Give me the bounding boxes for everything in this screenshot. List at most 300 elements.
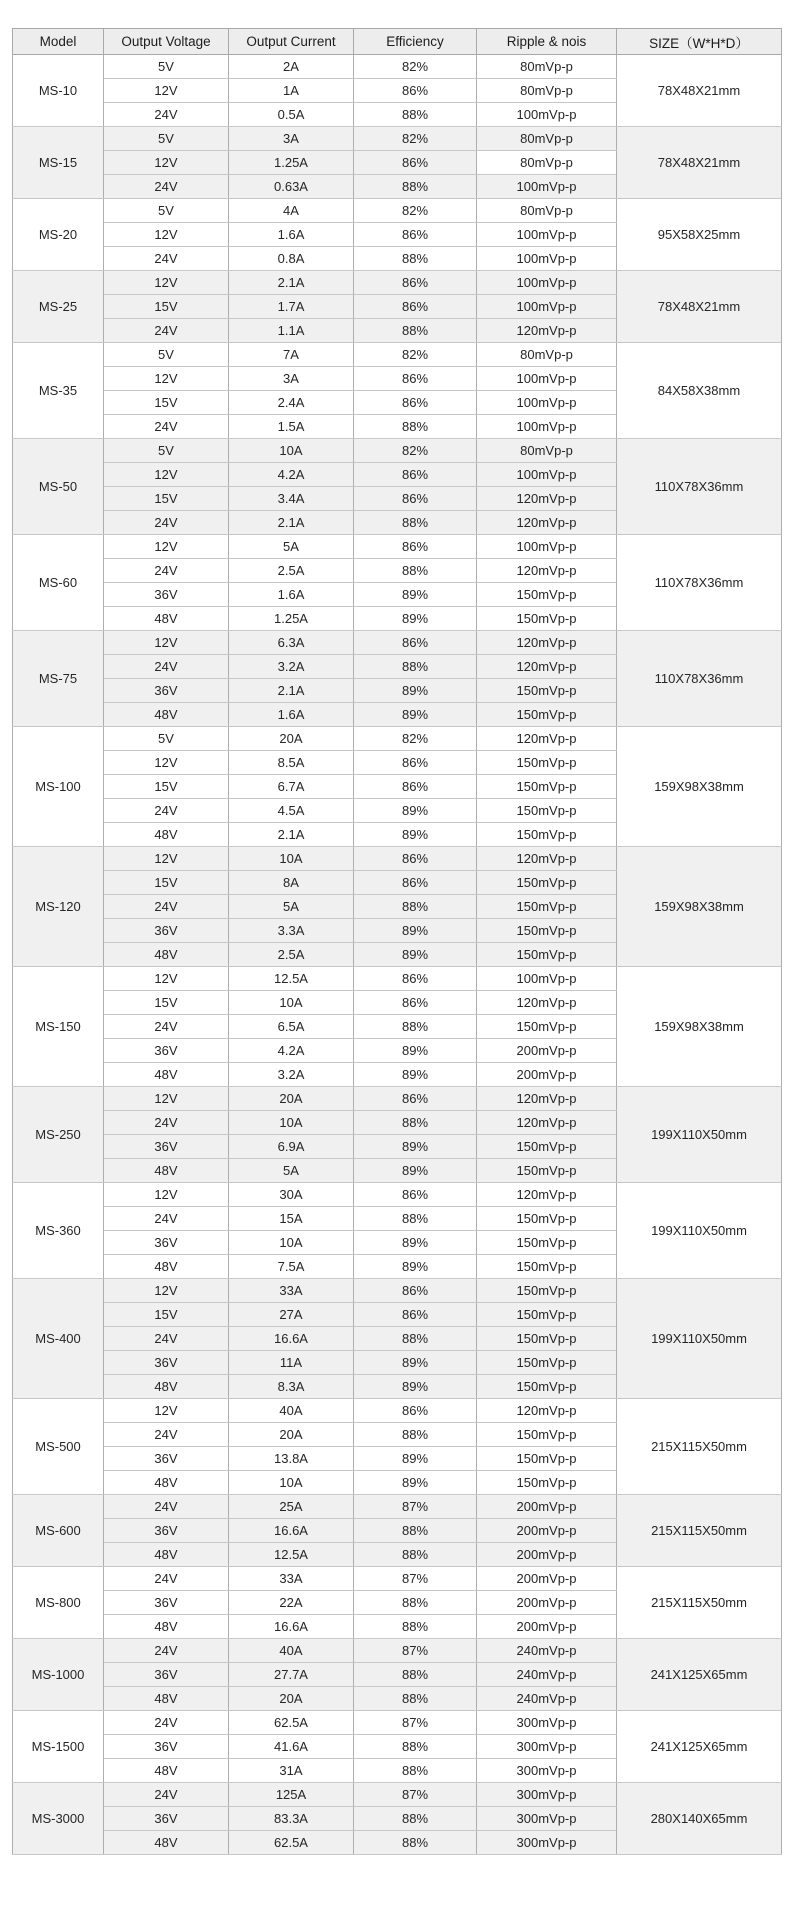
efficiency-cell: 86% [354, 631, 477, 655]
efficiency-cell: 86% [354, 271, 477, 295]
efficiency-cell: 88% [354, 1807, 477, 1831]
model-cell: MS-500 [13, 1399, 104, 1495]
ripple-cell: 120mVp-p [477, 319, 617, 343]
table-row [13, 439, 782, 463]
model-cell: MS-600 [13, 1495, 104, 1567]
current-cell: 1.25A [229, 607, 354, 631]
ripple-cell: 120mVp-p [477, 559, 617, 583]
voltage-cell: 5V [104, 55, 229, 79]
efficiency-cell: 86% [354, 1399, 477, 1423]
current-cell: 62.5A [229, 1711, 354, 1735]
efficiency-cell: 89% [354, 607, 477, 631]
voltage-cell: 15V [104, 391, 229, 415]
current-cell: 6.7A [229, 775, 354, 799]
voltage-cell: 12V [104, 1183, 229, 1207]
voltage-cell: 24V [104, 175, 229, 199]
current-cell: 30A [229, 1183, 354, 1207]
ripple-cell: 100mVp-p [477, 367, 617, 391]
efficiency-cell: 86% [354, 967, 477, 991]
header-row [13, 29, 782, 55]
efficiency-cell: 82% [354, 727, 477, 751]
current-cell: 8.3A [229, 1375, 354, 1399]
current-cell: 33A [229, 1279, 354, 1303]
model-cell: MS-35 [13, 343, 104, 439]
ripple-cell: 240mVp-p [477, 1663, 617, 1687]
size-cell: 78X48X21mm [617, 127, 782, 199]
current-cell: 16.6A [229, 1615, 354, 1639]
ripple-cell: 150mVp-p [477, 871, 617, 895]
voltage-cell: 12V [104, 535, 229, 559]
ripple-cell: 300mVp-p [477, 1711, 617, 1735]
voltage-cell: 36V [104, 1807, 229, 1831]
efficiency-cell: 89% [354, 1447, 477, 1471]
model-cell: MS-1000 [13, 1639, 104, 1711]
current-cell: 2.1A [229, 823, 354, 847]
ripple-cell: 150mVp-p [477, 895, 617, 919]
efficiency-cell: 86% [354, 367, 477, 391]
efficiency-cell: 89% [354, 1231, 477, 1255]
efficiency-cell: 86% [354, 751, 477, 775]
voltage-cell: 36V [104, 1039, 229, 1063]
size-cell: 215X115X50mm [617, 1567, 782, 1639]
table-row [13, 1399, 782, 1423]
current-cell: 20A [229, 727, 354, 751]
size-cell: 241X125X65mm [617, 1639, 782, 1711]
ripple-cell: 150mVp-p [477, 943, 617, 967]
table-row [13, 1639, 782, 1663]
current-cell: 8A [229, 871, 354, 895]
size-cell: 159X98X38mm [617, 967, 782, 1087]
ripple-cell: 150mVp-p [477, 1279, 617, 1303]
ripple-cell: 100mVp-p [477, 463, 617, 487]
current-cell: 2.5A [229, 559, 354, 583]
model-cell: MS-20 [13, 199, 104, 271]
efficiency-cell: 88% [354, 103, 477, 127]
voltage-cell: 5V [104, 439, 229, 463]
current-cell: 1.1A [229, 319, 354, 343]
voltage-cell: 12V [104, 847, 229, 871]
efficiency-cell: 89% [354, 919, 477, 943]
ripple-cell: 120mVp-p [477, 1087, 617, 1111]
ripple-cell: 300mVp-p [477, 1759, 617, 1783]
current-cell: 16.6A [229, 1519, 354, 1543]
model-cell: MS-1500 [13, 1711, 104, 1783]
table-row [13, 727, 782, 751]
table-row [13, 535, 782, 559]
voltage-cell: 24V [104, 1567, 229, 1591]
efficiency-cell: 82% [354, 343, 477, 367]
voltage-cell: 48V [104, 703, 229, 727]
efficiency-cell: 89% [354, 1159, 477, 1183]
size-cell: 199X110X50mm [617, 1183, 782, 1279]
ripple-cell: 150mVp-p [477, 1375, 617, 1399]
voltage-cell: 48V [104, 1471, 229, 1495]
model-cell: MS-25 [13, 271, 104, 343]
ripple-cell: 120mVp-p [477, 511, 617, 535]
ripple-cell: 150mVp-p [477, 919, 617, 943]
current-cell: 10A [229, 991, 354, 1015]
efficiency-cell: 88% [354, 247, 477, 271]
efficiency-cell: 89% [354, 1375, 477, 1399]
current-cell: 3.4A [229, 487, 354, 511]
voltage-cell: 12V [104, 463, 229, 487]
efficiency-cell: 88% [354, 1207, 477, 1231]
voltage-cell: 24V [104, 415, 229, 439]
size-cell: 215X115X50mm [617, 1399, 782, 1495]
table-row [13, 1711, 782, 1735]
ripple-cell: 150mVp-p [477, 703, 617, 727]
current-cell: 1.5A [229, 415, 354, 439]
ripple-cell: 240mVp-p [477, 1687, 617, 1711]
efficiency-cell: 88% [354, 1735, 477, 1759]
voltage-cell: 15V [104, 991, 229, 1015]
voltage-cell: 12V [104, 367, 229, 391]
column-header-output-current: Output Current [229, 29, 354, 55]
efficiency-cell: 88% [354, 1327, 477, 1351]
ripple-cell: 120mVp-p [477, 1399, 617, 1423]
voltage-cell: 5V [104, 343, 229, 367]
voltage-cell: 36V [104, 1519, 229, 1543]
efficiency-cell: 86% [354, 487, 477, 511]
column-header-efficiency: Efficiency [354, 29, 477, 55]
efficiency-cell: 89% [354, 1039, 477, 1063]
voltage-cell: 24V [104, 799, 229, 823]
ripple-cell: 150mVp-p [477, 1303, 617, 1327]
voltage-cell: 36V [104, 1135, 229, 1159]
ripple-cell: 150mVp-p [477, 799, 617, 823]
ripple-cell: 150mVp-p [477, 1231, 617, 1255]
ripple-cell: 100mVp-p [477, 535, 617, 559]
current-cell: 2.1A [229, 511, 354, 535]
efficiency-cell: 86% [354, 79, 477, 103]
table-row [13, 1183, 782, 1207]
ripple-cell: 80mVp-p [477, 199, 617, 223]
current-cell: 3.2A [229, 1063, 354, 1087]
column-header-model: Model [13, 29, 104, 55]
voltage-cell: 36V [104, 1735, 229, 1759]
ripple-cell: 150mVp-p [477, 1135, 617, 1159]
voltage-cell: 48V [104, 1615, 229, 1639]
efficiency-cell: 89% [354, 1351, 477, 1375]
ripple-cell: 100mVp-p [477, 247, 617, 271]
efficiency-cell: 86% [354, 775, 477, 799]
size-cell: 215X115X50mm [617, 1495, 782, 1567]
ripple-cell: 120mVp-p [477, 1111, 617, 1135]
ripple-cell: 300mVp-p [477, 1783, 617, 1807]
size-cell: 110X78X36mm [617, 535, 782, 631]
ripple-cell: 150mVp-p [477, 1207, 617, 1231]
table-row [13, 967, 782, 991]
current-cell: 5A [229, 535, 354, 559]
ripple-cell: 80mVp-p [477, 439, 617, 463]
size-cell: 84X58X38mm [617, 343, 782, 439]
voltage-cell: 15V [104, 487, 229, 511]
efficiency-cell: 88% [354, 1687, 477, 1711]
current-cell: 20A [229, 1087, 354, 1111]
model-cell: MS-15 [13, 127, 104, 199]
ripple-cell: 80mVp-p [477, 151, 617, 175]
size-cell: 199X110X50mm [617, 1087, 782, 1183]
efficiency-cell: 86% [354, 1087, 477, 1111]
current-cell: 2.1A [229, 271, 354, 295]
voltage-cell: 24V [104, 1327, 229, 1351]
voltage-cell: 48V [104, 823, 229, 847]
current-cell: 6.3A [229, 631, 354, 655]
current-cell: 10A [229, 1471, 354, 1495]
model-cell: MS-75 [13, 631, 104, 727]
model-cell: MS-150 [13, 967, 104, 1087]
voltage-cell: 24V [104, 895, 229, 919]
efficiency-cell: 88% [354, 1759, 477, 1783]
voltage-cell: 48V [104, 1375, 229, 1399]
current-cell: 83.3A [229, 1807, 354, 1831]
voltage-cell: 36V [104, 1351, 229, 1375]
current-cell: 20A [229, 1687, 354, 1711]
ripple-cell: 120mVp-p [477, 847, 617, 871]
current-cell: 25A [229, 1495, 354, 1519]
voltage-cell: 48V [104, 1159, 229, 1183]
current-cell: 0.8A [229, 247, 354, 271]
efficiency-cell: 86% [354, 991, 477, 1015]
current-cell: 6.5A [229, 1015, 354, 1039]
table-row [13, 1087, 782, 1111]
voltage-cell: 12V [104, 271, 229, 295]
current-cell: 27A [229, 1303, 354, 1327]
current-cell: 8.5A [229, 751, 354, 775]
table-row [13, 55, 782, 79]
table-row [13, 847, 782, 871]
spec-table-body [13, 55, 782, 1855]
voltage-cell: 36V [104, 1663, 229, 1687]
current-cell: 5A [229, 1159, 354, 1183]
voltage-cell: 36V [104, 919, 229, 943]
current-cell: 1A [229, 79, 354, 103]
voltage-cell: 12V [104, 1087, 229, 1111]
voltage-cell: 24V [104, 247, 229, 271]
voltage-cell: 24V [104, 1111, 229, 1135]
current-cell: 20A [229, 1423, 354, 1447]
voltage-cell: 24V [104, 1711, 229, 1735]
efficiency-cell: 89% [354, 1063, 477, 1087]
efficiency-cell: 88% [354, 175, 477, 199]
ripple-cell: 120mVp-p [477, 487, 617, 511]
table-row [13, 343, 782, 367]
voltage-cell: 12V [104, 1279, 229, 1303]
voltage-cell: 48V [104, 1063, 229, 1087]
efficiency-cell: 86% [354, 1303, 477, 1327]
efficiency-cell: 88% [354, 1591, 477, 1615]
model-cell: MS-100 [13, 727, 104, 847]
current-cell: 2.4A [229, 391, 354, 415]
ripple-cell: 100mVp-p [477, 967, 617, 991]
current-cell: 1.25A [229, 151, 354, 175]
efficiency-cell: 86% [354, 391, 477, 415]
current-cell: 3A [229, 127, 354, 151]
model-cell: MS-800 [13, 1567, 104, 1639]
voltage-cell: 36V [104, 583, 229, 607]
ripple-cell: 200mVp-p [477, 1543, 617, 1567]
current-cell: 10A [229, 1111, 354, 1135]
efficiency-cell: 86% [354, 847, 477, 871]
efficiency-cell: 86% [354, 871, 477, 895]
ripple-cell: 200mVp-p [477, 1495, 617, 1519]
ripple-cell: 150mVp-p [477, 1423, 617, 1447]
ripple-cell: 240mVp-p [477, 1639, 617, 1663]
ripple-cell: 100mVp-p [477, 223, 617, 247]
efficiency-cell: 87% [354, 1711, 477, 1735]
ripple-cell: 300mVp-p [477, 1807, 617, 1831]
voltage-cell: 36V [104, 679, 229, 703]
voltage-cell: 24V [104, 103, 229, 127]
ripple-cell: 100mVp-p [477, 415, 617, 439]
current-cell: 10A [229, 847, 354, 871]
ripple-cell: 80mVp-p [477, 55, 617, 79]
current-cell: 62.5A [229, 1831, 354, 1855]
voltage-cell: 5V [104, 727, 229, 751]
current-cell: 5A [229, 895, 354, 919]
voltage-cell: 48V [104, 1543, 229, 1567]
voltage-cell: 48V [104, 1759, 229, 1783]
column-header-output-voltage: Output Voltage [104, 29, 229, 55]
column-header-ripple: Ripple & nois [477, 29, 617, 55]
voltage-cell: 12V [104, 631, 229, 655]
efficiency-cell: 82% [354, 439, 477, 463]
ripple-cell: 200mVp-p [477, 1615, 617, 1639]
ripple-cell: 150mVp-p [477, 1015, 617, 1039]
efficiency-cell: 88% [354, 1423, 477, 1447]
model-cell: MS-250 [13, 1087, 104, 1183]
efficiency-cell: 88% [354, 415, 477, 439]
current-cell: 6.9A [229, 1135, 354, 1159]
voltage-cell: 48V [104, 1687, 229, 1711]
current-cell: 40A [229, 1399, 354, 1423]
efficiency-cell: 89% [354, 943, 477, 967]
current-cell: 0.63A [229, 175, 354, 199]
ripple-cell: 100mVp-p [477, 391, 617, 415]
size-cell: 280X140X65mm [617, 1783, 782, 1855]
table-row [13, 1783, 782, 1807]
ripple-cell: 150mVp-p [477, 1159, 617, 1183]
efficiency-cell: 86% [354, 1279, 477, 1303]
efficiency-cell: 87% [354, 1567, 477, 1591]
voltage-cell: 15V [104, 295, 229, 319]
ripple-cell: 150mVp-p [477, 1255, 617, 1279]
voltage-cell: 12V [104, 1399, 229, 1423]
current-cell: 11A [229, 1351, 354, 1375]
efficiency-cell: 88% [354, 1111, 477, 1135]
ripple-cell: 150mVp-p [477, 1351, 617, 1375]
table-row [13, 199, 782, 223]
efficiency-cell: 86% [354, 295, 477, 319]
voltage-cell: 12V [104, 151, 229, 175]
current-cell: 3.3A [229, 919, 354, 943]
current-cell: 1.6A [229, 223, 354, 247]
current-cell: 0.5A [229, 103, 354, 127]
table-row [13, 271, 782, 295]
current-cell: 12.5A [229, 967, 354, 991]
ripple-cell: 200mVp-p [477, 1591, 617, 1615]
ripple-cell: 150mVp-p [477, 1327, 617, 1351]
efficiency-cell: 86% [354, 1183, 477, 1207]
efficiency-cell: 89% [354, 1135, 477, 1159]
size-cell: 199X110X50mm [617, 1279, 782, 1399]
efficiency-cell: 88% [354, 559, 477, 583]
ripple-cell: 150mVp-p [477, 823, 617, 847]
voltage-cell: 36V [104, 1447, 229, 1471]
efficiency-cell: 86% [354, 535, 477, 559]
efficiency-cell: 89% [354, 583, 477, 607]
ripple-cell: 200mVp-p [477, 1039, 617, 1063]
current-cell: 2.5A [229, 943, 354, 967]
efficiency-cell: 88% [354, 1543, 477, 1567]
voltage-cell: 48V [104, 607, 229, 631]
voltage-cell: 5V [104, 127, 229, 151]
ripple-cell: 200mVp-p [477, 1519, 617, 1543]
size-cell: 159X98X38mm [617, 847, 782, 967]
voltage-cell: 12V [104, 967, 229, 991]
voltage-cell: 36V [104, 1231, 229, 1255]
current-cell: 10A [229, 1231, 354, 1255]
voltage-cell: 24V [104, 511, 229, 535]
current-cell: 7A [229, 343, 354, 367]
model-cell: MS-50 [13, 439, 104, 535]
current-cell: 2A [229, 55, 354, 79]
ripple-cell: 150mVp-p [477, 775, 617, 799]
current-cell: 3.2A [229, 655, 354, 679]
current-cell: 1.6A [229, 583, 354, 607]
ripple-cell: 150mVp-p [477, 1447, 617, 1471]
efficiency-cell: 87% [354, 1495, 477, 1519]
current-cell: 4.2A [229, 1039, 354, 1063]
efficiency-cell: 86% [354, 223, 477, 247]
ripple-cell: 200mVp-p [477, 1567, 617, 1591]
current-cell: 15A [229, 1207, 354, 1231]
ripple-cell: 150mVp-p [477, 679, 617, 703]
size-cell: 78X48X21mm [617, 55, 782, 127]
model-cell: MS-360 [13, 1183, 104, 1279]
size-cell: 110X78X36mm [617, 439, 782, 535]
ripple-cell: 150mVp-p [477, 583, 617, 607]
current-cell: 16.6A [229, 1327, 354, 1351]
voltage-cell: 24V [104, 1783, 229, 1807]
voltage-cell: 48V [104, 1255, 229, 1279]
ripple-cell: 120mVp-p [477, 727, 617, 751]
ripple-cell: 200mVp-p [477, 1063, 617, 1087]
table-row [13, 1567, 782, 1591]
model-cell: MS-10 [13, 55, 104, 127]
table-row [13, 1279, 782, 1303]
ripple-cell: 120mVp-p [477, 631, 617, 655]
efficiency-cell: 89% [354, 679, 477, 703]
voltage-cell: 15V [104, 775, 229, 799]
voltage-cell: 24V [104, 1015, 229, 1039]
current-cell: 3A [229, 367, 354, 391]
table-row [13, 1495, 782, 1519]
current-cell: 4.5A [229, 799, 354, 823]
current-cell: 13.8A [229, 1447, 354, 1471]
efficiency-cell: 89% [354, 703, 477, 727]
current-cell: 10A [229, 439, 354, 463]
efficiency-cell: 86% [354, 151, 477, 175]
current-cell: 4.2A [229, 463, 354, 487]
efficiency-cell: 89% [354, 1255, 477, 1279]
current-cell: 33A [229, 1567, 354, 1591]
column-header-size: SIZE（W*H*D） [617, 29, 782, 55]
voltage-cell: 24V [104, 1423, 229, 1447]
voltage-cell: 24V [104, 1207, 229, 1231]
efficiency-cell: 88% [354, 1615, 477, 1639]
voltage-cell: 12V [104, 223, 229, 247]
